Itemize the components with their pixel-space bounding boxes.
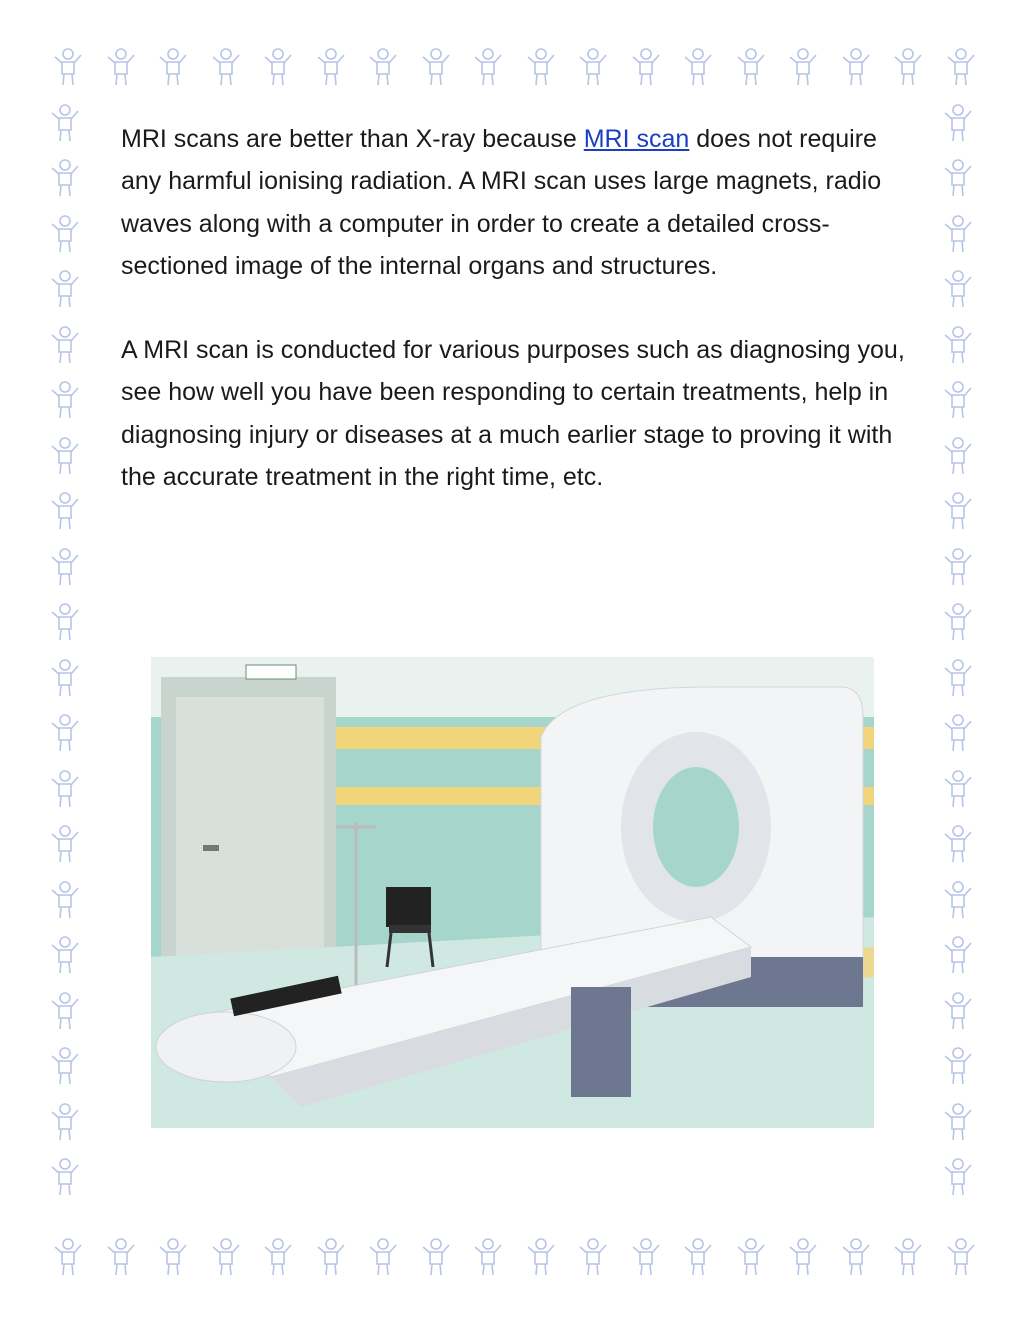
- document-body: [121, 118, 911, 540]
- child-waving-icon: [938, 706, 978, 762]
- child-waving-icon: [567, 1230, 620, 1284]
- child-waving-icon: [45, 1094, 85, 1150]
- child-waving-icon: [45, 1039, 85, 1095]
- child-waving-icon: [938, 484, 978, 540]
- mri-room-illustration: [151, 657, 874, 1128]
- child-waving-icon: [938, 317, 978, 373]
- child-waving-icon: [935, 40, 988, 94]
- child-waving-icon: [938, 95, 978, 151]
- child-waving-icon: [45, 539, 85, 595]
- child-waving-icon: [462, 1230, 515, 1284]
- child-waving-icon: [45, 761, 85, 817]
- child-waving-icon: [515, 40, 568, 94]
- border-right: [938, 95, 978, 1205]
- child-waving-icon: [357, 1230, 410, 1284]
- child-waving-icon: [938, 262, 978, 318]
- child-waving-icon: [938, 373, 978, 429]
- child-waving-icon: [200, 1230, 253, 1284]
- child-waving-icon: [938, 872, 978, 928]
- child-waving-icon: [777, 40, 830, 94]
- child-waving-icon: [620, 40, 673, 94]
- child-waving-icon: [45, 872, 85, 928]
- border-bottom: [42, 1230, 987, 1284]
- paragraph-1-end: does not require any harmful ionising radiation. A MRI scan uses large magnets, radio waves along with a computer in order to create a detailed cross-sectioned image of the internal organs and structures.: [121, 125, 882, 280]
- child-waving-icon: [515, 1230, 568, 1284]
- child-waving-icon: [200, 40, 253, 94]
- child-waving-icon: [938, 595, 978, 651]
- child-waving-icon: [45, 317, 85, 373]
- border-left: [45, 95, 85, 1205]
- child-waving-icon: [938, 206, 978, 262]
- child-waving-icon: [938, 1094, 978, 1150]
- child-waving-icon: [305, 40, 358, 94]
- child-waving-icon: [938, 151, 978, 207]
- border-top: [42, 40, 987, 94]
- child-waving-icon: [147, 40, 200, 94]
- child-waving-icon: [45, 373, 85, 429]
- child-waving-icon: [938, 428, 978, 484]
- child-waving-icon: [45, 706, 85, 762]
- child-waving-icon: [410, 1230, 463, 1284]
- child-waving-icon: [95, 1230, 148, 1284]
- child-waving-icon: [725, 40, 778, 94]
- child-waving-icon: [938, 761, 978, 817]
- child-waving-icon: [252, 40, 305, 94]
- child-waving-icon: [938, 983, 978, 1039]
- child-waving-icon: [45, 595, 85, 651]
- child-waving-icon: [45, 428, 85, 484]
- child-waving-icon: [305, 1230, 358, 1284]
- child-waving-icon: [95, 40, 148, 94]
- child-waving-icon: [252, 1230, 305, 1284]
- child-waving-icon: [462, 40, 515, 94]
- child-waving-icon: [935, 1230, 988, 1284]
- child-waving-icon: [938, 1150, 978, 1206]
- child-waving-icon: [45, 928, 85, 984]
- child-waving-icon: [45, 817, 85, 873]
- child-waving-icon: [938, 650, 978, 706]
- child-waving-icon: [938, 817, 978, 873]
- child-waving-icon: [410, 40, 463, 94]
- paragraph-1-start: MRI scans are better than X-ray because: [121, 125, 584, 153]
- child-waving-icon: [42, 40, 95, 94]
- child-waving-icon: [45, 151, 85, 207]
- child-waving-icon: [777, 1230, 830, 1284]
- child-waving-icon: [45, 484, 85, 540]
- child-waving-icon: [830, 40, 883, 94]
- child-waving-icon: [45, 1150, 85, 1206]
- child-waving-icon: [938, 928, 978, 984]
- child-waving-icon: [938, 539, 978, 595]
- child-waving-icon: [45, 206, 85, 262]
- child-waving-icon: [147, 1230, 200, 1284]
- child-waving-icon: [45, 95, 85, 151]
- paragraph-1: [121, 118, 911, 287]
- child-waving-icon: [357, 40, 410, 94]
- child-waving-icon: [620, 1230, 673, 1284]
- child-waving-icon: [882, 1230, 935, 1284]
- child-waving-icon: [45, 650, 85, 706]
- paragraph-2: A MRI scan is conducted for various purposes such as diagnosing you, see how well you have been responding to certain treatments, help in diagnosing injury or diseases at a much earlier stage to proving it with the accurate treatment in the right time, etc.: [121, 336, 905, 492]
- child-waving-icon: [938, 1039, 978, 1095]
- child-waving-icon: [672, 40, 725, 94]
- child-waving-icon: [567, 40, 620, 94]
- mri-scanner-room-image: [151, 657, 874, 1128]
- child-waving-icon: [45, 262, 85, 318]
- child-waving-icon: [830, 1230, 883, 1284]
- child-waving-icon: [45, 983, 85, 1039]
- child-waving-icon: [882, 40, 935, 94]
- child-waving-icon: [42, 1230, 95, 1284]
- child-waving-icon: [672, 1230, 725, 1284]
- child-waving-icon: [725, 1230, 778, 1284]
- mri-scan-link[interactable]: MRI scan: [583, 125, 690, 153]
